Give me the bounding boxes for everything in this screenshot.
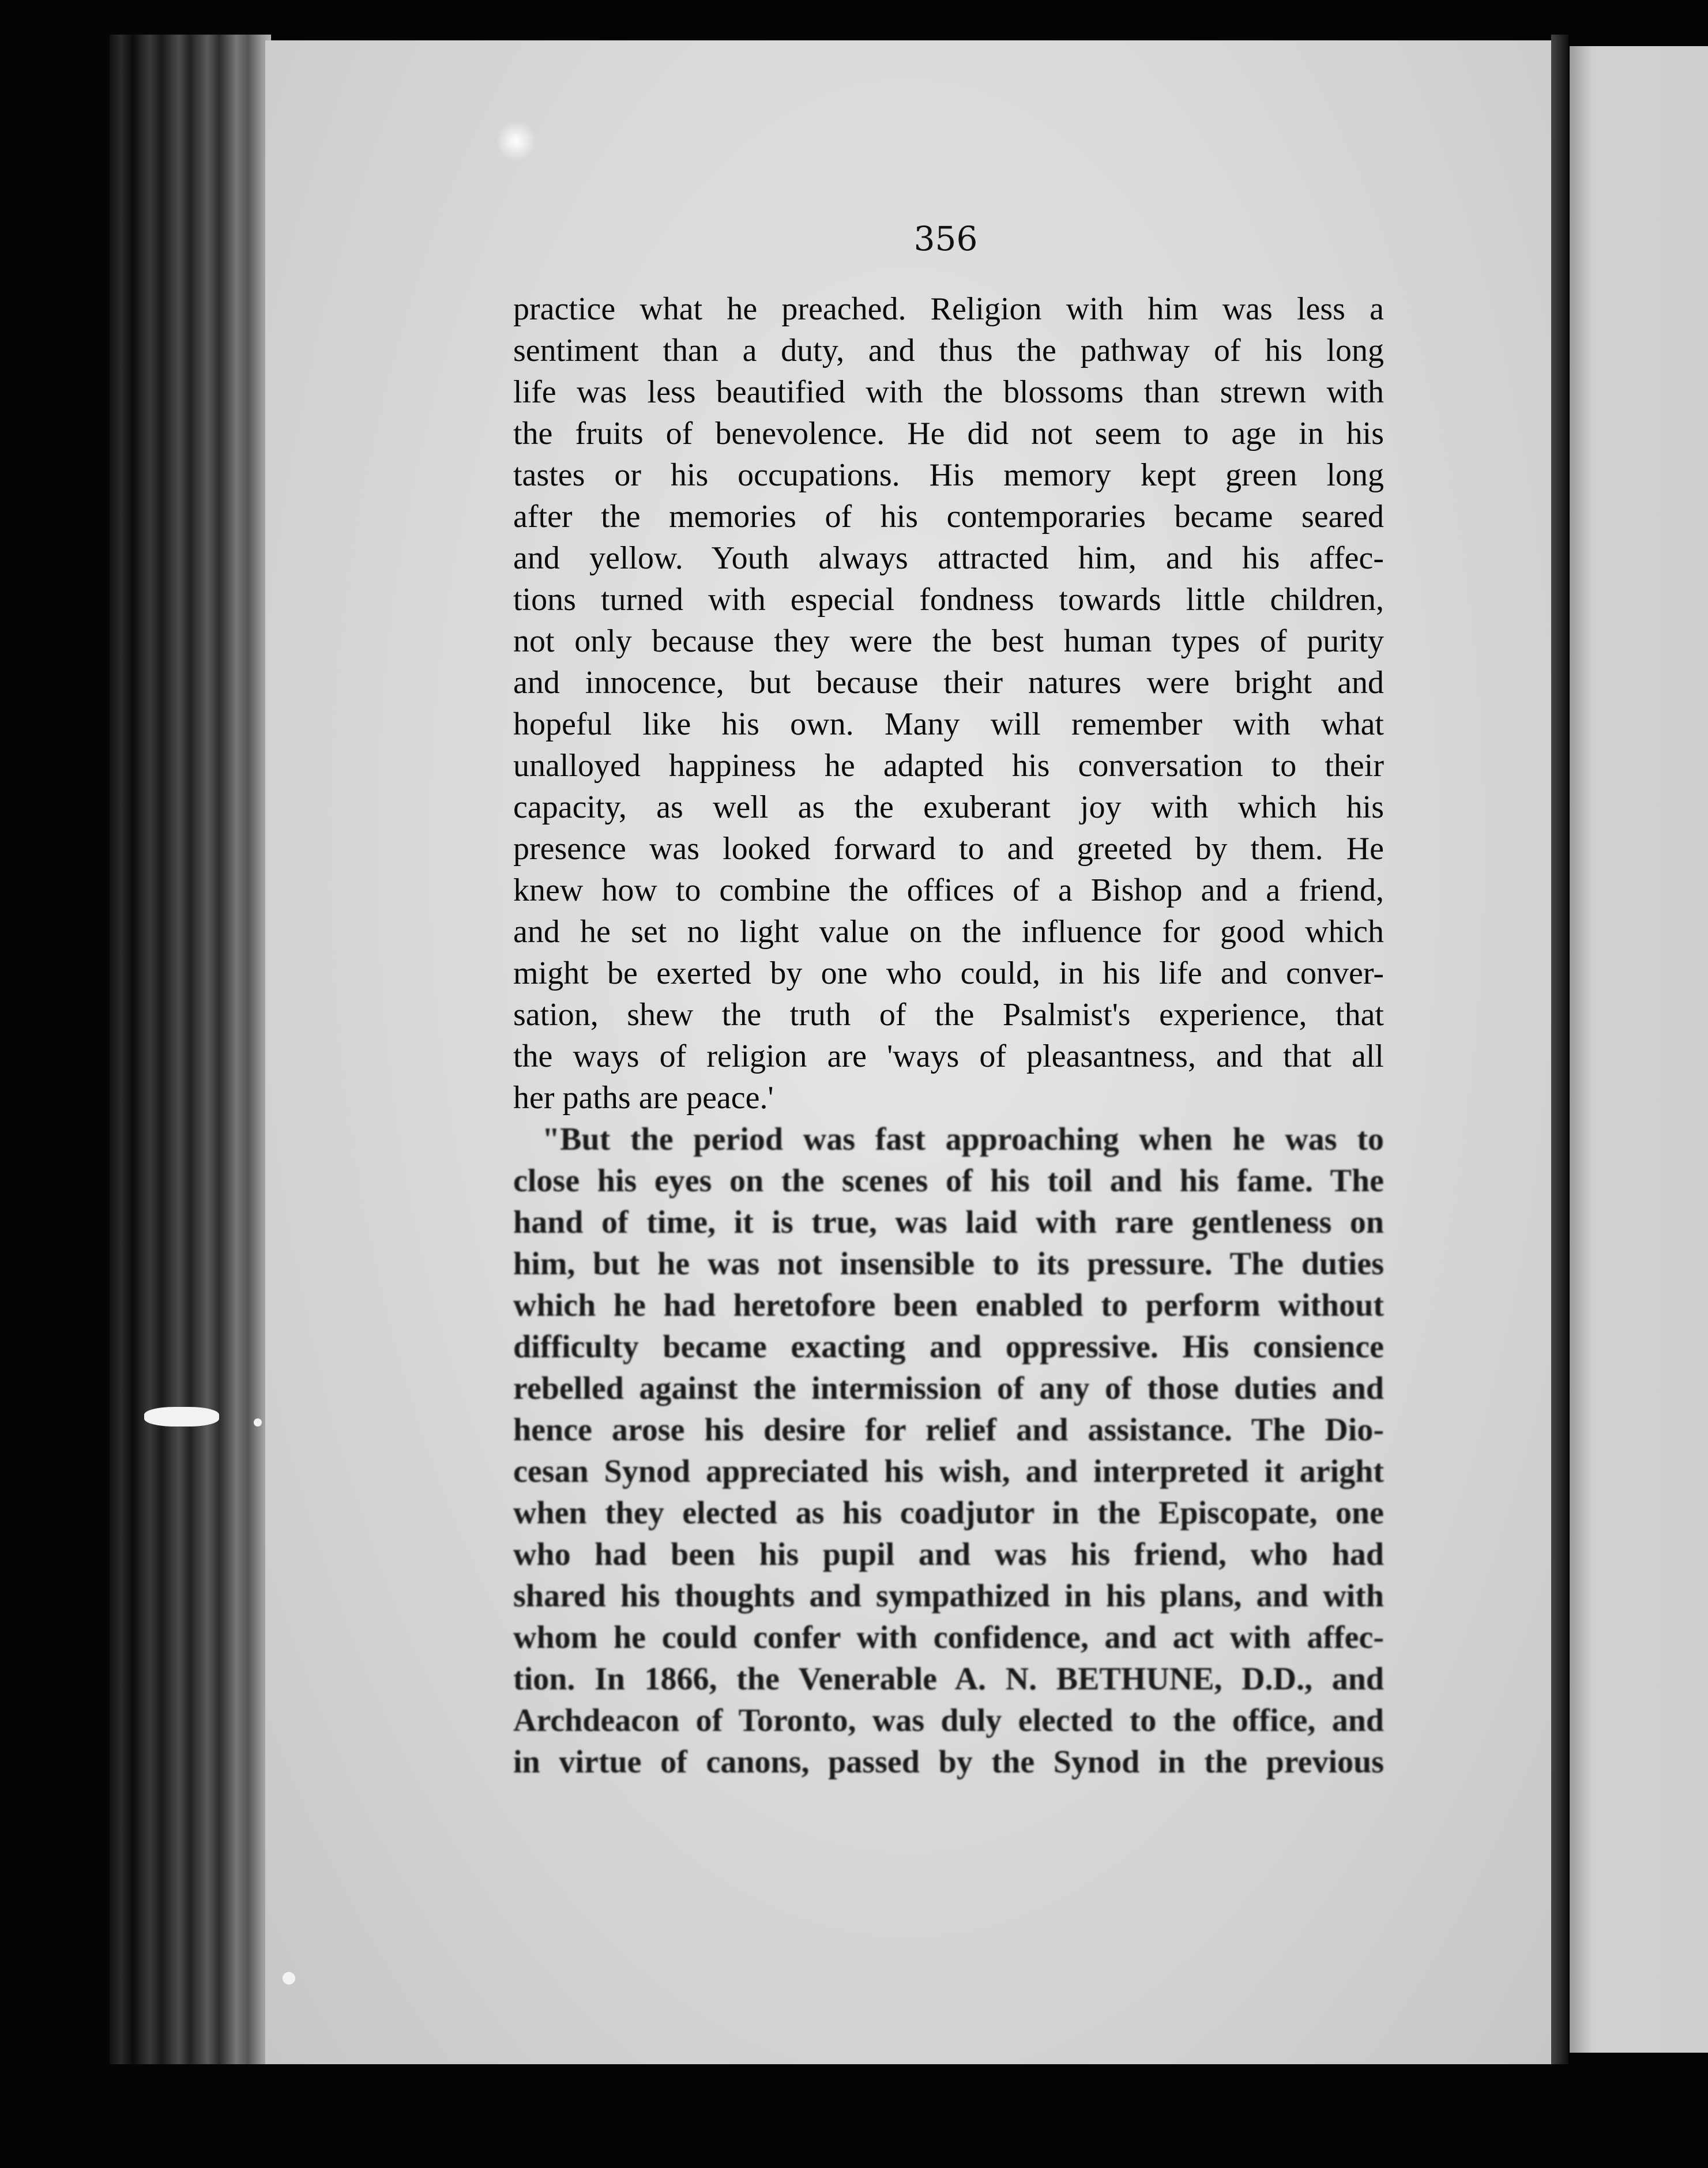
scan-speck bbox=[254, 1418, 262, 1426]
text-line: not only because they were the best human types of purity bbox=[513, 623, 1384, 659]
text-line: shared his thoughts and sympathized in his plans, and with bbox=[513, 1578, 1384, 1614]
text-line: the ways of religion are 'ways of pleasantness, and that all bbox=[513, 1038, 1384, 1074]
text-line: when they elected as his coadjutor in the Episcopate, one bbox=[513, 1495, 1384, 1531]
text-line: practice what he preached. Religion with him was less a bbox=[513, 291, 1384, 327]
text-line: tion. In 1866, the Venerable A. N. BETHUNE, D.D., and bbox=[513, 1661, 1384, 1697]
text-line: hence arose his desire for relief and assistance. The Dio- bbox=[513, 1412, 1384, 1448]
text-line: after the memories of his contemporaries became seared bbox=[513, 499, 1384, 535]
text-line: presence was looked forward to and greeted by them. He bbox=[513, 831, 1384, 867]
scan-speck bbox=[283, 1972, 295, 1985]
page-gutter bbox=[1551, 35, 1568, 2064]
text-line: capacity, as well as the exuberant joy with which his bbox=[513, 789, 1384, 825]
text-line: unalloyed happiness he adapted his conversation to their bbox=[513, 748, 1384, 784]
paragraph-2 bbox=[513, 1119, 1384, 1783]
page-number: 356 bbox=[913, 219, 978, 258]
text-line: who had been his pupil and was his friend, who had bbox=[513, 1537, 1384, 1572]
scan-speck bbox=[144, 1407, 219, 1426]
text-line: him, but he was not insensible to its pressure. The duties bbox=[513, 1246, 1384, 1282]
text-line: Archdeacon of Toronto, was duly elected to the office, and bbox=[513, 1703, 1384, 1738]
text-line: tastes or his occupations. His memory kept green long bbox=[513, 457, 1384, 493]
text-line: and innocence, but because their natures were bright and bbox=[513, 665, 1384, 701]
text-line: close his eyes on the scenes of his toil and his fame. The bbox=[513, 1163, 1384, 1199]
text-line: sentiment than a duty, and thus the pathway of his long bbox=[513, 333, 1384, 368]
text-line: her paths are peace.' bbox=[513, 1080, 774, 1116]
scan-speck bbox=[496, 121, 536, 161]
text-line: cesan Synod appreciated his wish, and interpreted it aright bbox=[513, 1454, 1384, 1489]
body-text bbox=[513, 288, 1384, 1783]
text-line: whom he could confer with confidence, and act with affec- bbox=[513, 1620, 1384, 1655]
paragraph-1 bbox=[513, 288, 1384, 1119]
text-line: tions turned with especial fondness towards little children, bbox=[513, 582, 1384, 618]
text-line: hand of time, it is true, was laid with rare gentleness on bbox=[513, 1205, 1384, 1240]
text-line: sation, shew the truth of the Psalmist's experience, that bbox=[513, 997, 1384, 1033]
text-line: hopeful like his own. Many will remember with what bbox=[513, 706, 1384, 742]
text-line: which he had heretofore been enabled to perform without bbox=[513, 1288, 1384, 1323]
text-line: the fruits of benevolence. He did not seem to age in his bbox=[513, 416, 1384, 451]
text-line: and yellow. Youth always attracted him, and his affec- bbox=[513, 540, 1384, 576]
text-line: and he set no light value on the influence for good which bbox=[513, 914, 1384, 950]
page-edges bbox=[110, 35, 271, 2064]
text-line: "But the period was fast approaching when he was to bbox=[542, 1121, 1384, 1157]
facing-page-edge bbox=[1570, 46, 1708, 2053]
text-line: might be exerted by one who could, in his life and conver- bbox=[513, 955, 1384, 991]
text-line: life was less beautified with the blossoms than strewn with bbox=[513, 374, 1384, 410]
text-line: in virtue of canons, passed by the Synod in the previous bbox=[513, 1744, 1384, 1780]
text-line: difficulty became exacting and oppressive. His consience bbox=[513, 1329, 1384, 1365]
text-line: rebelled against the intermission of any of those duties and bbox=[513, 1371, 1384, 1406]
text-line: knew how to combine the offices of a Bishop and a friend, bbox=[513, 872, 1384, 908]
